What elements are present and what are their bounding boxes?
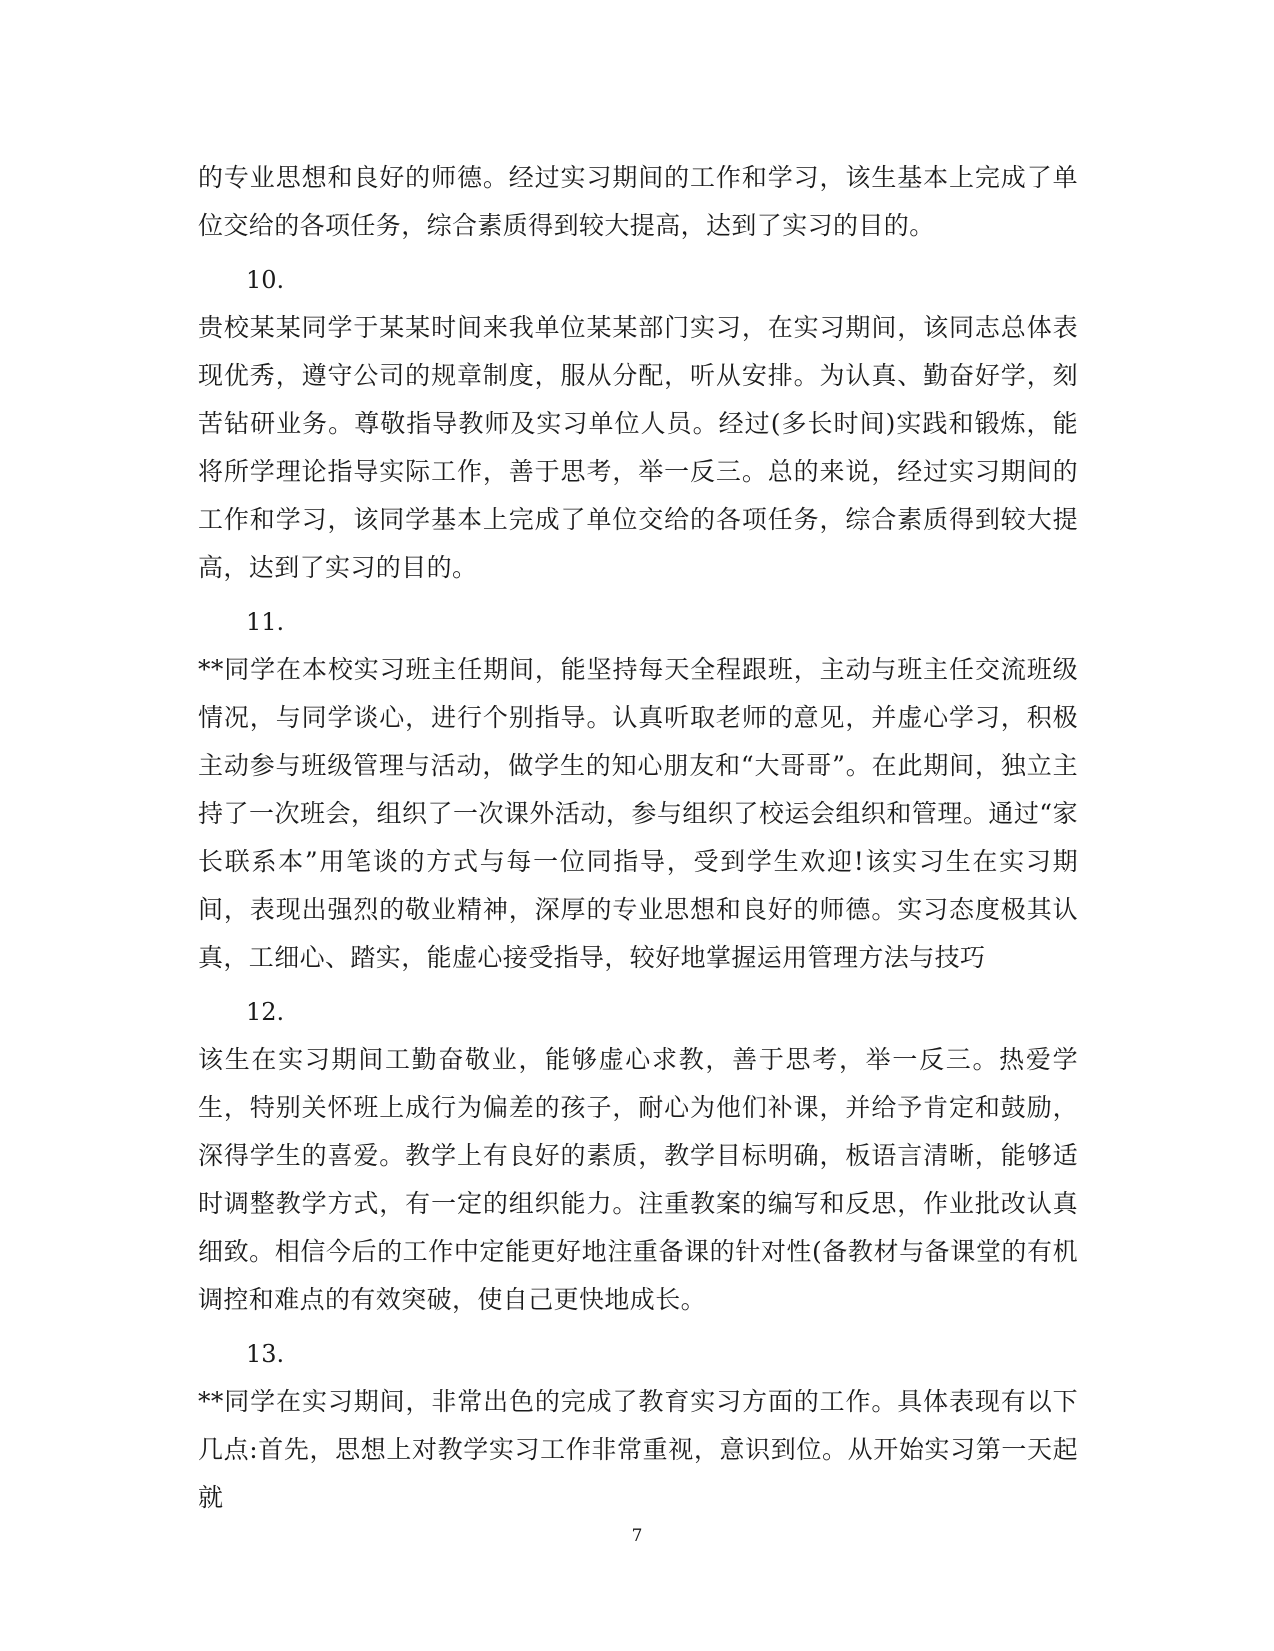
item-number-11: 11. xyxy=(246,608,285,636)
page-number: 7 xyxy=(631,1526,643,1546)
paragraph-10: 贵校某某同学于某某时间来我单位某某部门实习，在实习期间，该同志总体表现优秀，遵守公司的规章制度，服从分配，听从安排。为认真、勤奋好学，刻苦钻研业务。尊敬指导教师及实习单位人员。经过(多长时间)实践和锻炼，能将所学理论指导实际工作，善于思考，举一反三。总的来说，经过实习期间的工作和学习，该同学基本上完成了单位交给的各项任务，综合素质得到较大提高，达到了实习的目的。 xyxy=(198,313,1078,582)
item-number-13: 13. xyxy=(246,1340,285,1368)
paragraph-13: **同学在实习期间，非常出色的完成了教育实习方面的工作。具体表现有以下几点:首先，思想上对教学实习工作非常重视，意识到位。从开始实习第一天起就 xyxy=(198,1387,1078,1512)
paragraph-continuation: 的专业思想和良好的师德。经过实习期间的工作和学习，该生基本上完成了单位交给的各项任务，综合素质得到较大提高，达到了实习的目的。 xyxy=(198,163,1078,240)
paragraph-11: **同学在本校实习班主任期间，能坚持每天全程跟班，主动与班主任交流班级情况，与同学谈心，进行个别指导。认真听取老师的意见，并虚心学习，积极主动参与班级管理与活动，做学生的知心朋友和“大哥哥”。在此期间，独立主持了一次班会，组织了一次课外活动，参与组织了校运会组织和管理。通过“家长联系本”用笔谈的方式与每一位同指导，受到学生欢迎!该实习生在实习期间，表现出强烈的敬业精神，深厚的专业思想和良好的师德。实习态度极其认真，工细心、踏实，能虚心接受指导，较好地掌握运用管理方法与技巧 xyxy=(198,655,1078,972)
document-body xyxy=(198,154,1078,1522)
paragraph-12: 该生在实习期间工勤奋敬业，能够虚心求教，善于思考，举一反三。热爱学生，特别关怀班上成行为偏差的孩子，耐心为他们补课，并给予肯定和鼓励，深得学生的喜爱。教学上有良好的素质，教学目标明确，板语言清晰，能够适时调整教学方式，有一定的组织能力。注重教案的编写和反思，作业批改认真细致。相信今后的工作中定能更好地注重备课的针对性(备教材与备课堂的有机调控和难点的有效突破，使自己更快地成长。 xyxy=(198,1045,1078,1314)
item-number-12: 12. xyxy=(246,998,285,1026)
item-number-10: 10. xyxy=(246,266,285,294)
